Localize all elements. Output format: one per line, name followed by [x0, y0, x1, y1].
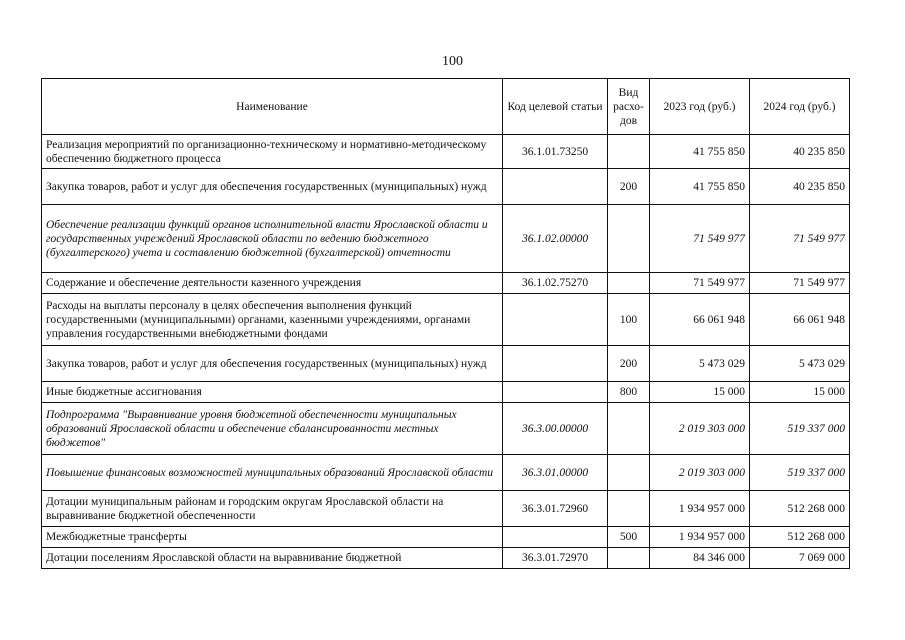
table-row: [42, 527, 850, 548]
row-2023: 84 346 000: [650, 548, 750, 569]
row-vid: [608, 205, 650, 273]
header-vid: Вид расхо-дов: [608, 79, 650, 135]
row-2023: 2 019 303 000: [650, 455, 750, 491]
row-name: Закупка товаров, работ и услуг для обеспечения государственных (муниципальных) нужд: [42, 169, 503, 205]
row-name: Дотации поселениям Ярославской области на выравнивание бюджетной: [42, 548, 503, 569]
row-2023: 1 934 957 000: [650, 491, 750, 527]
row-name: Дотации муниципальным районам и городским округам Ярославской области на выравнивание бюджетной обеспеченности: [42, 491, 503, 527]
row-vid: [608, 403, 650, 455]
row-name: Межбюджетные трансферты: [42, 527, 503, 548]
row-2024: 40 235 850: [750, 169, 850, 205]
row-2023: 66 061 948: [650, 294, 750, 346]
row-code: [503, 294, 608, 346]
row-2023: 41 755 850: [650, 169, 750, 205]
row-code: 36.1.02.00000: [503, 205, 608, 273]
row-vid: 100: [608, 294, 650, 346]
row-2023: 2 019 303 000: [650, 403, 750, 455]
row-2024: 512 268 000: [750, 491, 850, 527]
table-row: [42, 273, 850, 294]
row-vid: [608, 455, 650, 491]
header-code: Код целевой статьи: [503, 79, 608, 135]
row-2024: 66 061 948: [750, 294, 850, 346]
table-row: [42, 135, 850, 169]
row-2023: 41 755 850: [650, 135, 750, 169]
budget-table: [41, 78, 850, 569]
row-vid: 200: [608, 346, 650, 382]
row-2024: 71 549 977: [750, 273, 850, 294]
table-row: [42, 548, 850, 569]
row-code: [503, 169, 608, 205]
row-2024: 71 549 977: [750, 205, 850, 273]
row-name: Обеспечение реализации функций органов исполнительной власти Ярославской области и государственных учреждений Ярославской области по ведению бюджетного (бухгалтерского) учета и составлению бюджетной (бухгалтерской) отчетности: [42, 205, 503, 273]
table-header-row: [42, 79, 850, 135]
row-2023: 15 000: [650, 382, 750, 403]
header-2023: 2023 год (руб.): [650, 79, 750, 135]
row-2024: 40 235 850: [750, 135, 850, 169]
row-code: [503, 382, 608, 403]
row-code: 36.3.00.00000: [503, 403, 608, 455]
row-vid: 200: [608, 169, 650, 205]
row-2024: 519 337 000: [750, 455, 850, 491]
row-2023: 1 934 957 000: [650, 527, 750, 548]
row-2024: 5 473 029: [750, 346, 850, 382]
row-code: 36.3.01.72960: [503, 491, 608, 527]
table-row: [42, 346, 850, 382]
row-vid: [608, 273, 650, 294]
row-2023: 71 549 977: [650, 205, 750, 273]
row-name: Закупка товаров, работ и услуг для обеспечения государственных (муниципальных) нужд: [42, 346, 503, 382]
row-name: Повышение финансовых возможностей муниципальных образований Ярославской области: [42, 455, 503, 491]
table-row: [42, 491, 850, 527]
row-2024: 512 268 000: [750, 527, 850, 548]
page-number: 100: [442, 54, 463, 69]
row-code: 36.3.01.72970: [503, 548, 608, 569]
row-name: Реализация мероприятий по организационно-техническому и нормативно-методическому обеспечению бюджетного процесса: [42, 135, 503, 169]
row-2024: 15 000: [750, 382, 850, 403]
header-name: Наименование: [42, 79, 503, 135]
row-code: [503, 527, 608, 548]
row-code: 36.3.01.00000: [503, 455, 608, 491]
table-row: [42, 205, 850, 273]
row-name: Расходы на выплаты персоналу в целях обеспечения выполнения функций государственными (муниципальными) органами, казенными учреждениями, органами управления государственными внебюджетными фондами: [42, 294, 503, 346]
row-vid: [608, 548, 650, 569]
row-vid: 800: [608, 382, 650, 403]
row-name: Подпрограмма "Выравнивание уровня бюджетной обеспеченности муниципальных образований Ярославской области и обеспечение сбалансированности местных бюджетов": [42, 403, 503, 455]
row-2023: 71 549 977: [650, 273, 750, 294]
row-vid: [608, 135, 650, 169]
row-code: 36.1.01.73250: [503, 135, 608, 169]
row-2023: 5 473 029: [650, 346, 750, 382]
table-row: [42, 382, 850, 403]
table-row: [42, 294, 850, 346]
table-row: [42, 455, 850, 491]
row-code: 36.1.02.75270: [503, 273, 608, 294]
table-row: [42, 403, 850, 455]
row-vid: [608, 491, 650, 527]
row-2024: 7 069 000: [750, 548, 850, 569]
table-row: [42, 169, 850, 205]
row-2024: 519 337 000: [750, 403, 850, 455]
row-vid: 500: [608, 527, 650, 548]
row-code: [503, 346, 608, 382]
row-name: Содержание и обеспечение деятельности казенного учреждения: [42, 273, 503, 294]
row-name: Иные бюджетные ассигнования: [42, 382, 503, 403]
header-2024: 2024 год (руб.): [750, 79, 850, 135]
